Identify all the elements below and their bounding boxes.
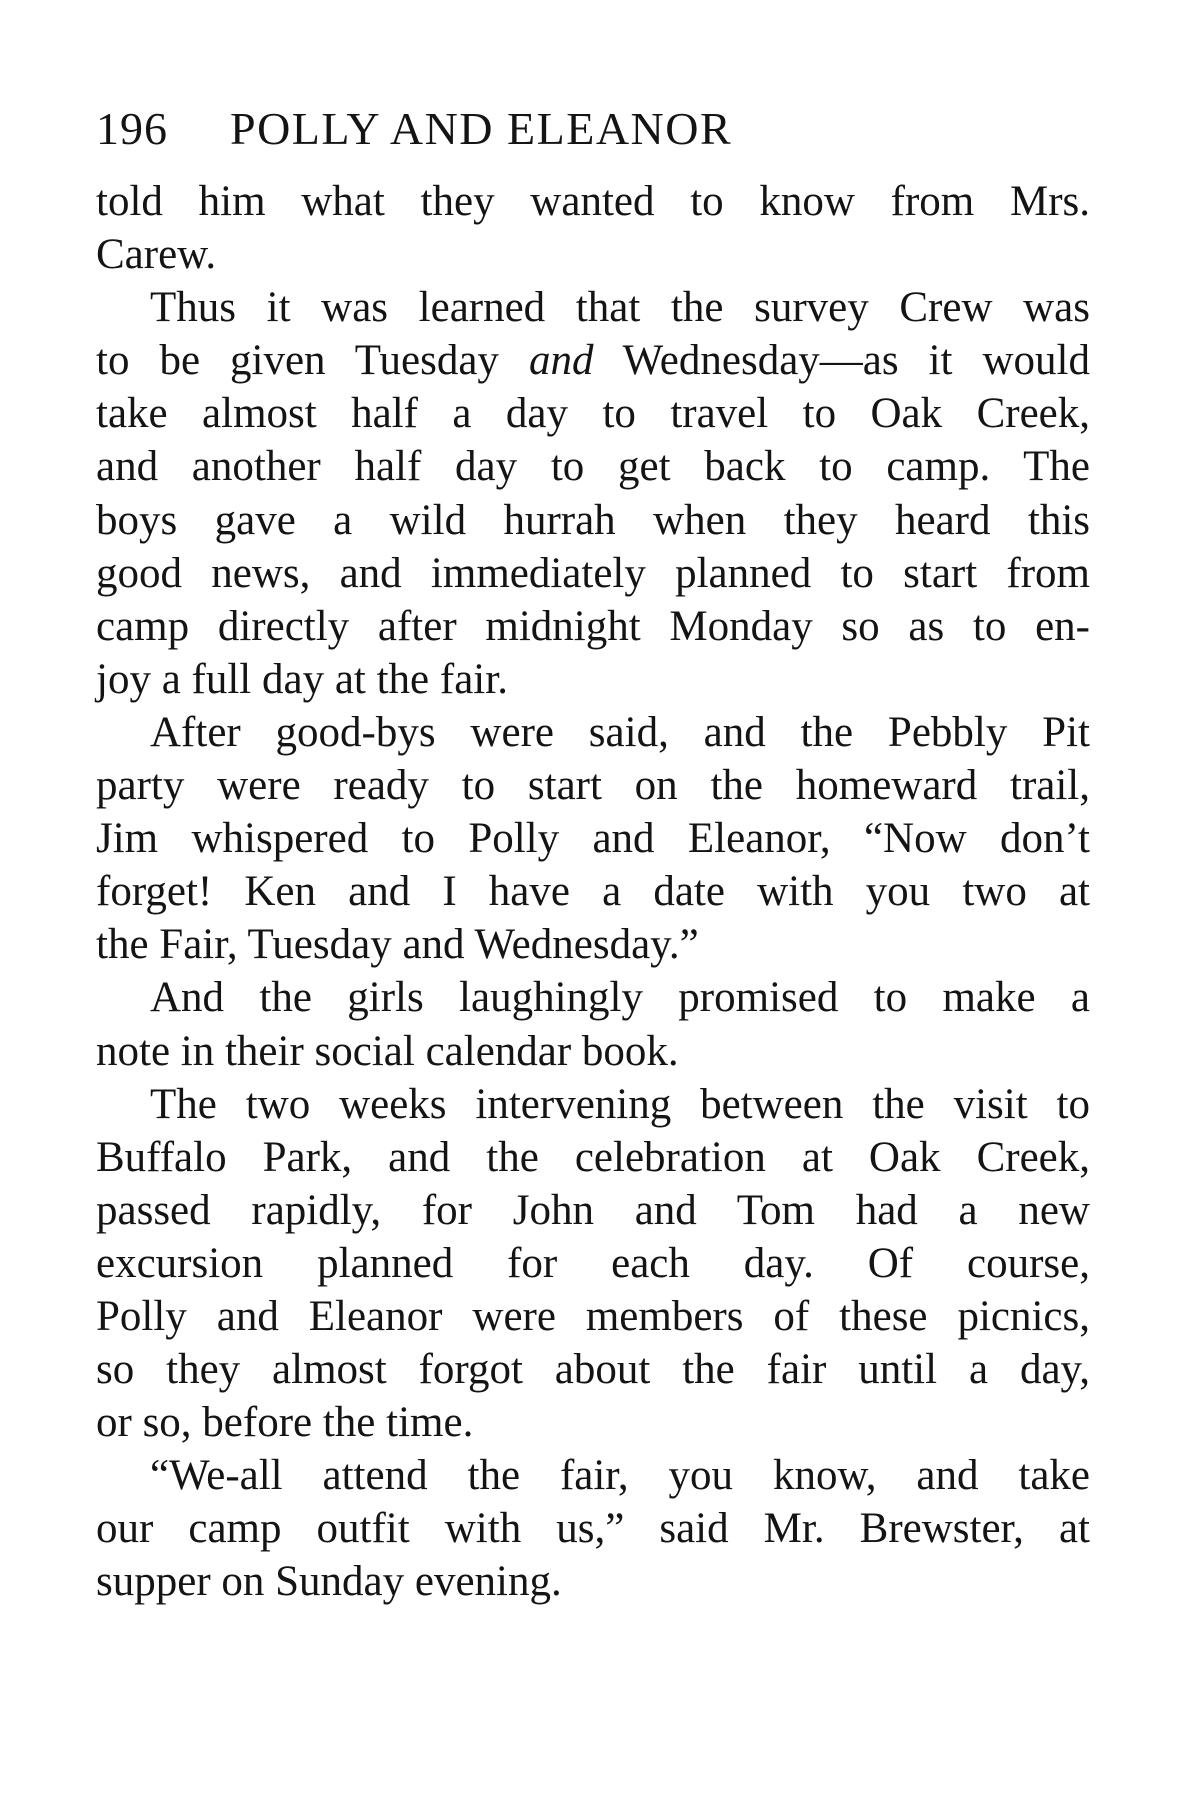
body-text <box>96 175 1090 1609</box>
text-line: forget! Ken and I have a date with you two at <box>96 868 1090 916</box>
running-head: POLLY AND ELEANOR <box>230 103 733 154</box>
paragraph-first-line: “We-all attend the fair, you know, and take <box>150 1452 1090 1500</box>
text-line: passed rapidly, for John and Tom had a new <box>96 1186 1090 1234</box>
text-line: Carew. <box>96 231 217 279</box>
text-line: or so, before the time. <box>96 1399 474 1447</box>
paragraph-first-line: And the girls laughingly promised to make a <box>150 974 1090 1022</box>
text-line: boys gave a wild hurrah when they heard this <box>96 496 1090 544</box>
text-line: and another half day to get back to camp. The <box>96 443 1090 491</box>
page-number: 196 <box>96 103 168 154</box>
text-line: our camp outfit with us,” said Mr. Brewster, at <box>96 1505 1090 1553</box>
text-line: take almost half a day to travel to Oak Creek, <box>96 390 1090 438</box>
paragraph-first-line: After good-bys were said, and the Pebbly Pit <box>150 708 1090 756</box>
text-line: Buffalo Park, and the celebration at Oak Creek, <box>96 1133 1090 1181</box>
page-header <box>96 102 732 162</box>
text-line: note in their social calendar book. <box>96 1027 679 1075</box>
text-line: Polly and Eleanor were members of these picnics, <box>96 1292 1090 1340</box>
text-line: good news, and immediately planned to start from <box>96 549 1090 597</box>
text-line: told him what they wanted to know from Mrs. <box>96 178 1090 225</box>
italic-word: and <box>528 337 594 385</box>
paragraph-first-line: Thus it was learned that the survey Crew was <box>150 284 1090 332</box>
text-run: to be given Tuesday <box>96 337 529 385</box>
text-line: Jim whispered to Polly and Eleanor, “Now don’t <box>96 815 1090 863</box>
text-line <box>96 334 1090 387</box>
text-line: joy a full day at the fair. <box>96 655 508 703</box>
paragraph-first-line: The two weeks intervening between the visit to <box>150 1080 1090 1128</box>
text-line: excursion planned for each day. Of course, <box>96 1239 1090 1287</box>
text-line: the Fair, Tuesday and Wednesday.” <box>96 921 699 969</box>
text-run: Wednesday—as it would <box>593 337 1090 385</box>
text-line: camp directly after midnight Monday so as to en- <box>96 602 1090 650</box>
text-line: so they almost forgot about the fair until a day, <box>96 1346 1090 1394</box>
text-line: supper on Sunday evening. <box>96 1558 562 1606</box>
text-line: party were ready to start on the homeward trail, <box>96 762 1090 810</box>
